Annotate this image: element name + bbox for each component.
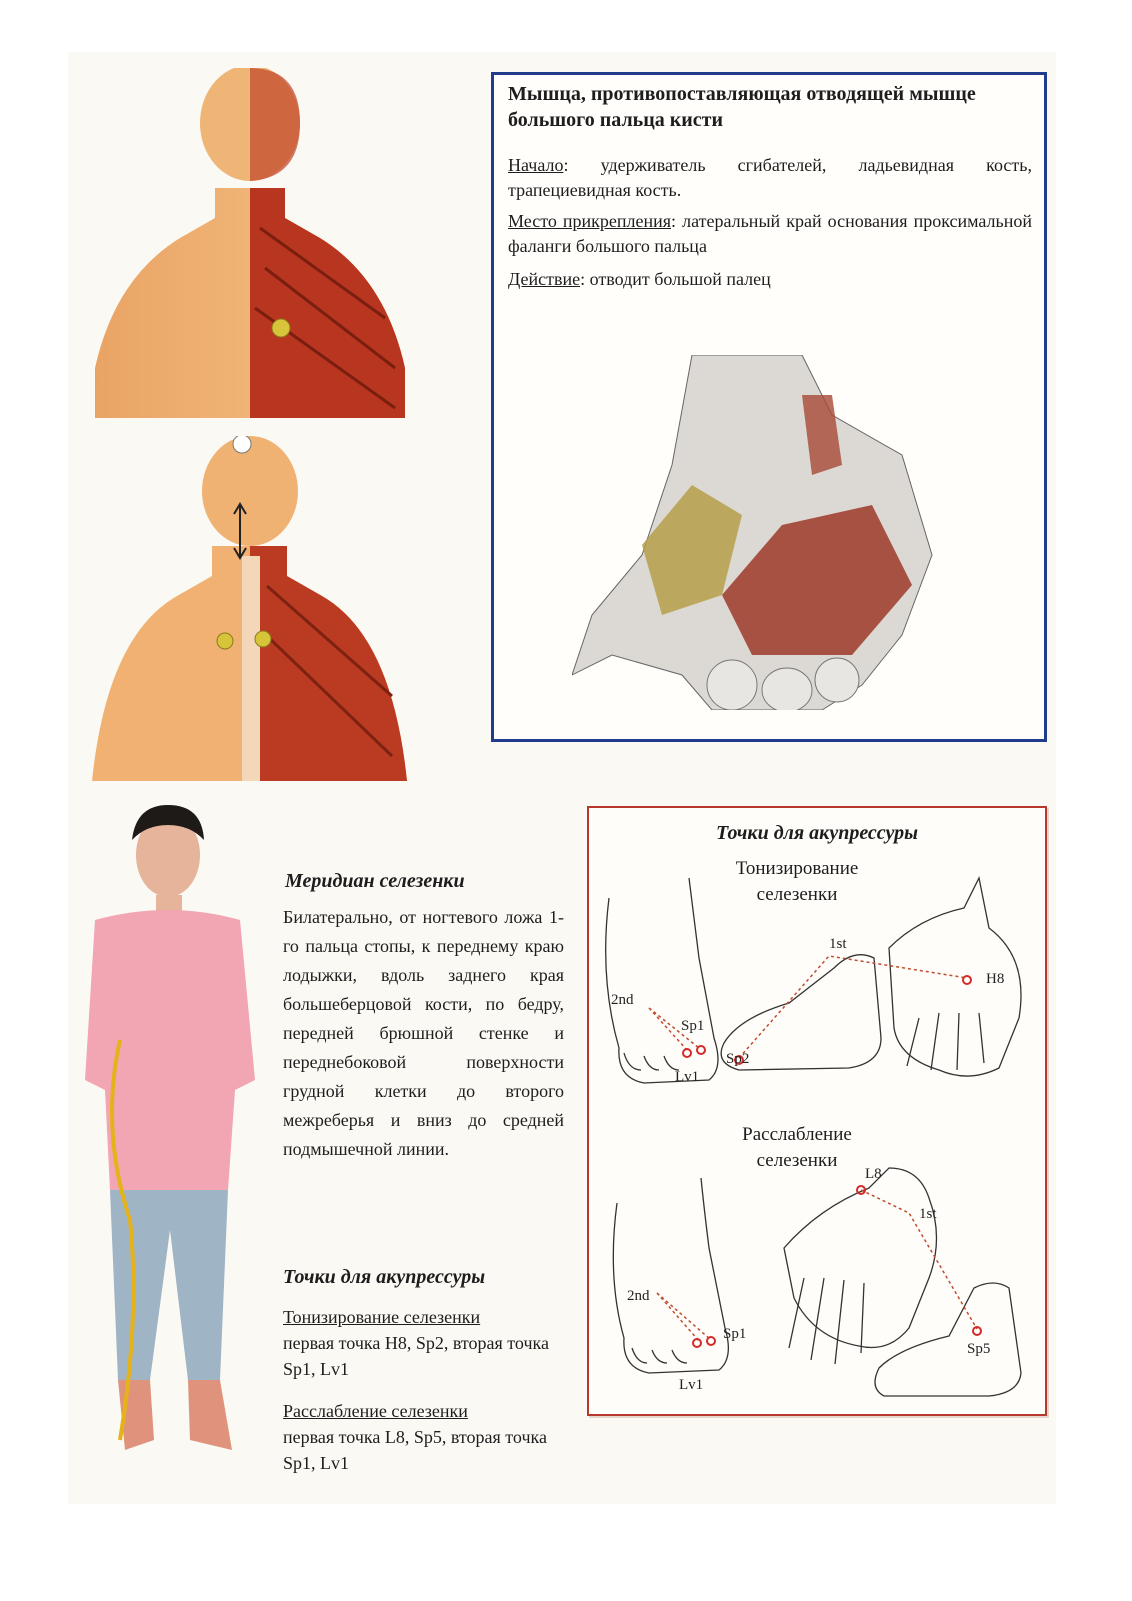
label-2nd-top: 2nd bbox=[611, 992, 634, 1008]
muscle-insertion bbox=[508, 209, 1032, 259]
label-lv1-top: Lv1 bbox=[675, 1069, 700, 1085]
muscle-origin bbox=[508, 153, 1032, 203]
front-torso-figure bbox=[95, 68, 405, 418]
label-sp2: Sp2 bbox=[726, 1051, 750, 1067]
sedate-heading-line2: селезенки bbox=[756, 1150, 838, 1171]
label-sp1-top: Sp1 bbox=[681, 1018, 705, 1034]
tonify-heading-line2: селезенки bbox=[756, 884, 838, 905]
action-text: : отводит большой палец bbox=[580, 269, 771, 289]
insertion-label: Место прикрепления bbox=[508, 211, 672, 231]
woman-meridian-figure bbox=[70, 800, 265, 1470]
back-torso-figure bbox=[92, 436, 407, 781]
label-sp5: Sp5 bbox=[967, 1341, 991, 1357]
action-label: Действие bbox=[508, 269, 581, 289]
acupressure-line-drawings bbox=[589, 808, 1045, 1414]
insertion-text: : латеральный край основания проксимальной фаланги большого пальца bbox=[508, 211, 1033, 256]
tonify-label: Тонизирование селезенки bbox=[283, 1307, 481, 1327]
sedate-heading-line1: Расслабление bbox=[742, 1124, 852, 1145]
sedate-block bbox=[283, 1398, 564, 1476]
label-1st-bottom: 1st bbox=[919, 1206, 937, 1222]
tonify-block bbox=[283, 1304, 564, 1382]
tonify-heading-line1: Тонизирование bbox=[735, 858, 859, 879]
hand-muscle-illustration bbox=[572, 355, 972, 710]
label-lv1-bottom: Lv1 bbox=[679, 1377, 704, 1393]
muscle-info-box bbox=[491, 72, 1047, 742]
label-h8: H8 bbox=[986, 971, 1005, 987]
muscle-title: Мышца, противопоставляющая отводящей мышце большого пальца кисти bbox=[508, 83, 976, 131]
sedate-label: Расслабление селезенки bbox=[283, 1401, 468, 1421]
origin-label: Начало bbox=[508, 155, 564, 175]
meridian-description: Билатерально, от ногтевого ложа 1-го пальца стопы, к переднему краю лодыжки, вдоль заднего края большеберцовой кости, по бедру, передней брюшной стенке и переднебоковой поверхности грудной клетки до второго межреберья и вниз до средней подмышечной линии. bbox=[283, 907, 564, 1159]
origin-text: : удерживатель сгибателей, ладьевидная кость, трапециевидная кость. bbox=[508, 155, 1032, 200]
diagram-title: Точки для акупрессуры bbox=[715, 822, 919, 844]
acupressure-diagram-box bbox=[587, 806, 1047, 1416]
label-2nd-bottom: 2nd bbox=[627, 1288, 650, 1304]
acupressure-title: Точки для акупрессуры bbox=[283, 1266, 486, 1288]
tonify-points: первая точка H8, Sp2, вторая точка Sp1, Lv1 bbox=[283, 1333, 549, 1379]
label-sp1-bottom: Sp1 bbox=[723, 1326, 747, 1342]
label-l8: L8 bbox=[865, 1166, 882, 1182]
sedate-points: первая точка L8, Sp5, вторая точка Sp1, Lv1 bbox=[283, 1427, 547, 1473]
label-1st-top: 1st bbox=[829, 936, 847, 952]
meridian-title: Меридиан селезенки bbox=[285, 870, 465, 892]
muscle-action bbox=[508, 267, 1032, 292]
